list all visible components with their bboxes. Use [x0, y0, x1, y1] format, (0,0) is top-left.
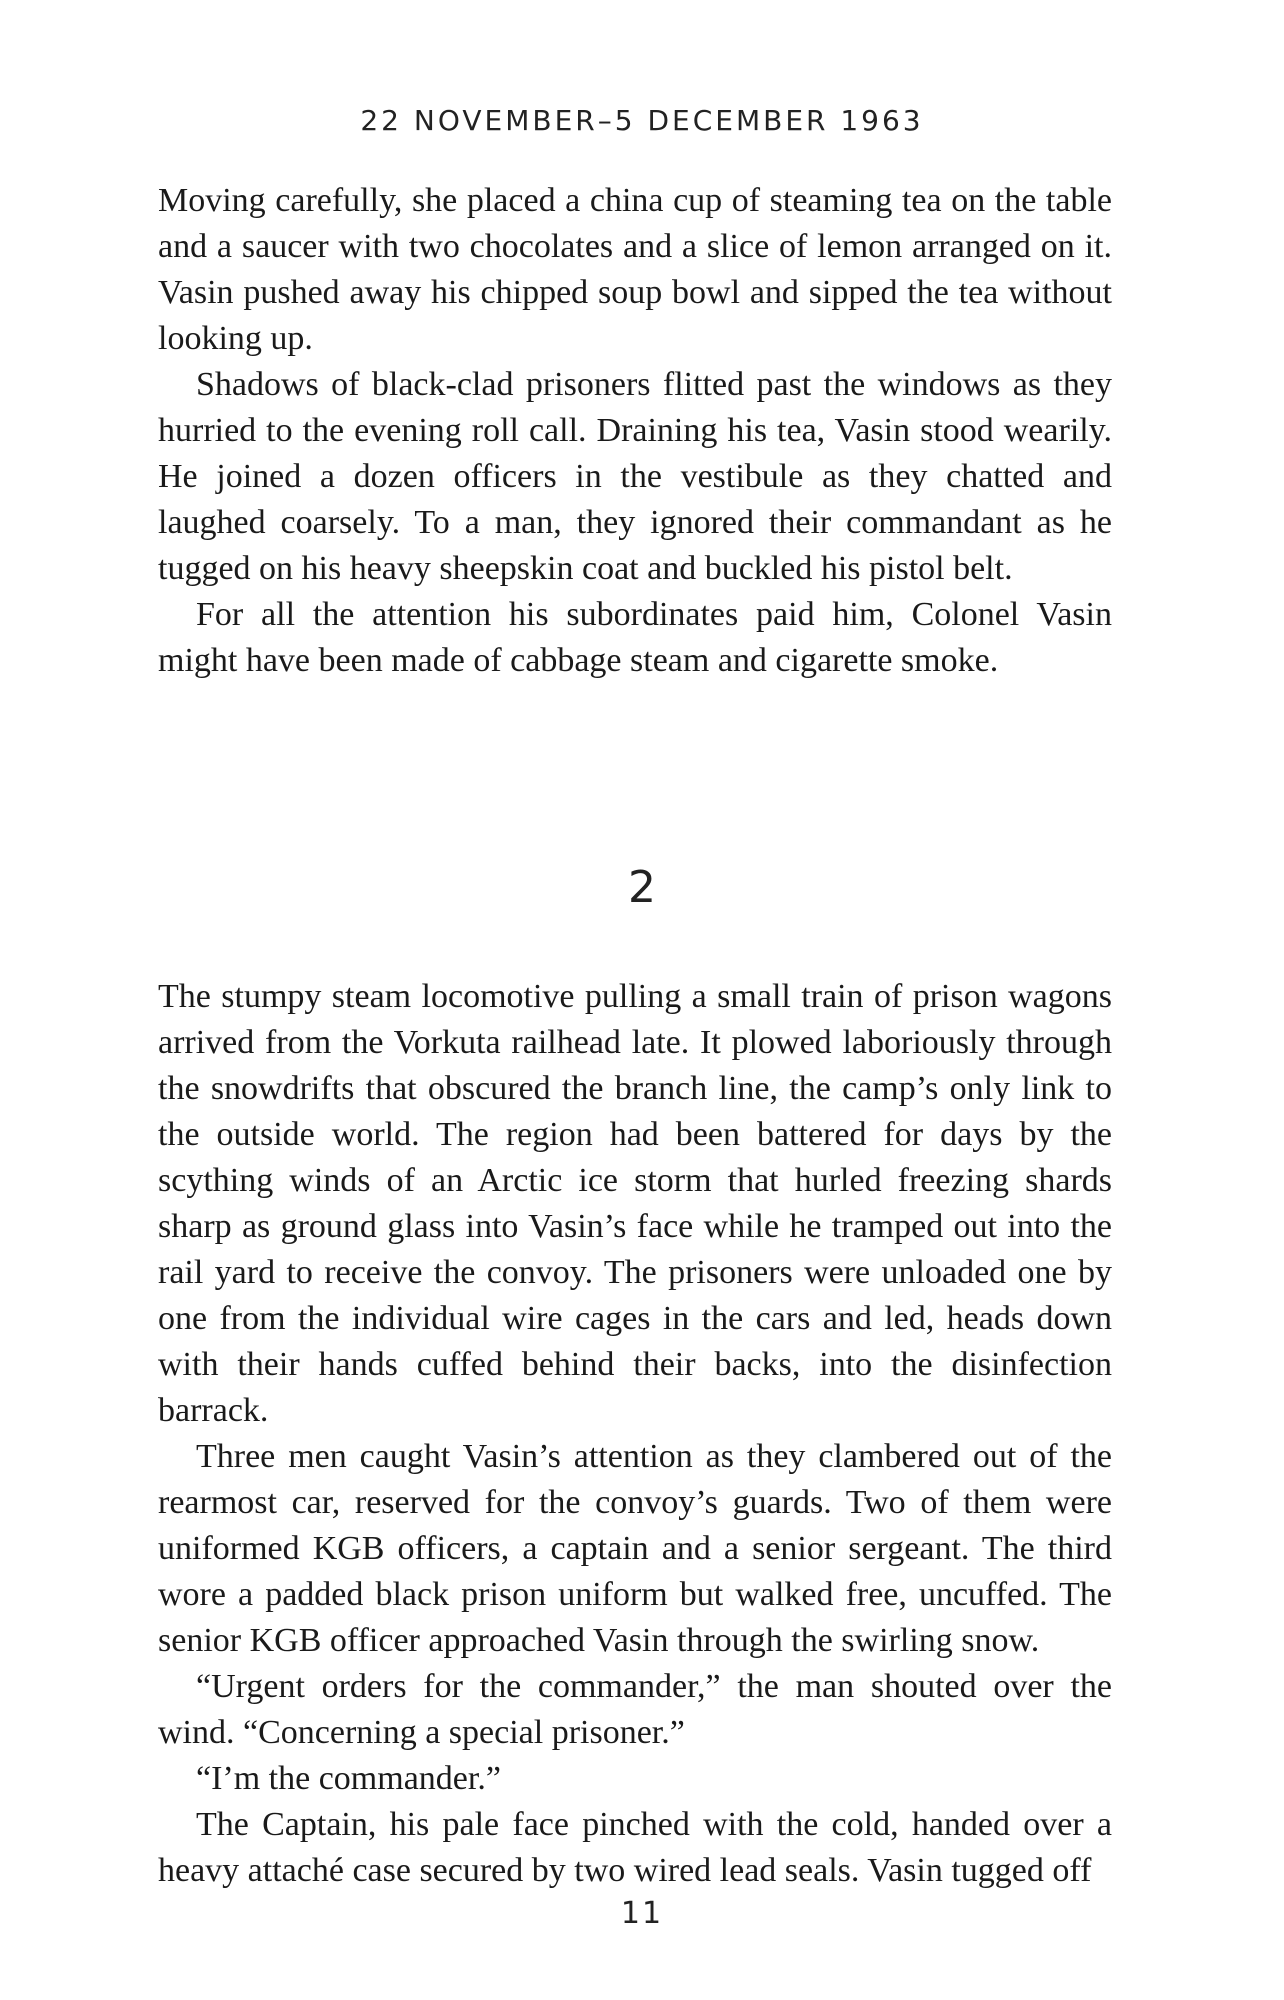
- paragraph: The Captain, his pale face pinched with the cold, handed over a heavy attaché case secured by two wired lead seals. Vasin tugged off: [158, 1806, 1112, 1889]
- paragraph: Shadows of black-clad prisoners flitted past the windows as they hurried to the evening roll call. Draining his tea, Vasin stood wearily. He joined a dozen officers in the vestibule as they chatted and laughed coarsely. To a man, they ignored their commandant as he tugged on his heavy sheepskin coat and buckled his pistol belt.: [158, 366, 1112, 587]
- paragraph: “Urgent orders for the commander,” the man shouted over the wind. “Concerning a special prisoner.”: [158, 1668, 1112, 1751]
- chapter-number: 2: [628, 862, 656, 913]
- paragraph: The stumpy steam locomotive pulling a small train of prison wagons arrived from the Vorkuta railhead late. It plowed laboriously through the snowdrifts that obscured the branch line, the camp’s only link to the outside world. The region had been battered for days by the scything winds of an Arctic ice storm that hurled freezing shards sharp as ground glass into Vasin’s face while he tramped out into the rail yard to receive the convoy. The prisoners were unloaded one by one from the individual wire cages in the cars and led, heads down with their hands cuffed behind their backs, into the disinfection barrack.: [158, 978, 1112, 1429]
- section-1-text: [158, 178, 1112, 684]
- paragraph: Moving carefully, she placed a china cup of steaming tea on the table and a saucer with two chocolates and a slice of lemon arranged on it. Vasin pushed away his chipped soup bowl and sipped the tea without looking up.: [158, 182, 1112, 357]
- paragraph: Three men caught Vasin’s attention as they clambered out of the rearmost car, reserved for the convoy’s guards. Two of them were uniformed KGB officers, a captain and a senior sergeant. The third wore a padded black prison uniform but walked free, uncuffed. The senior KGB officer approached Vasin through the swirling snow.: [158, 1438, 1112, 1659]
- page-number: 11: [620, 1896, 664, 1931]
- paragraph: For all the attention his subordinates paid him, Colonel Vasin might have been made of cabbage steam and cigarette smoke.: [158, 596, 1112, 679]
- paragraph: “I’m the commander.”: [196, 1760, 501, 1797]
- running-head: 22 NOVEMBER–5 DECEMBER 1963: [360, 104, 924, 137]
- section-2-text: [158, 974, 1112, 1894]
